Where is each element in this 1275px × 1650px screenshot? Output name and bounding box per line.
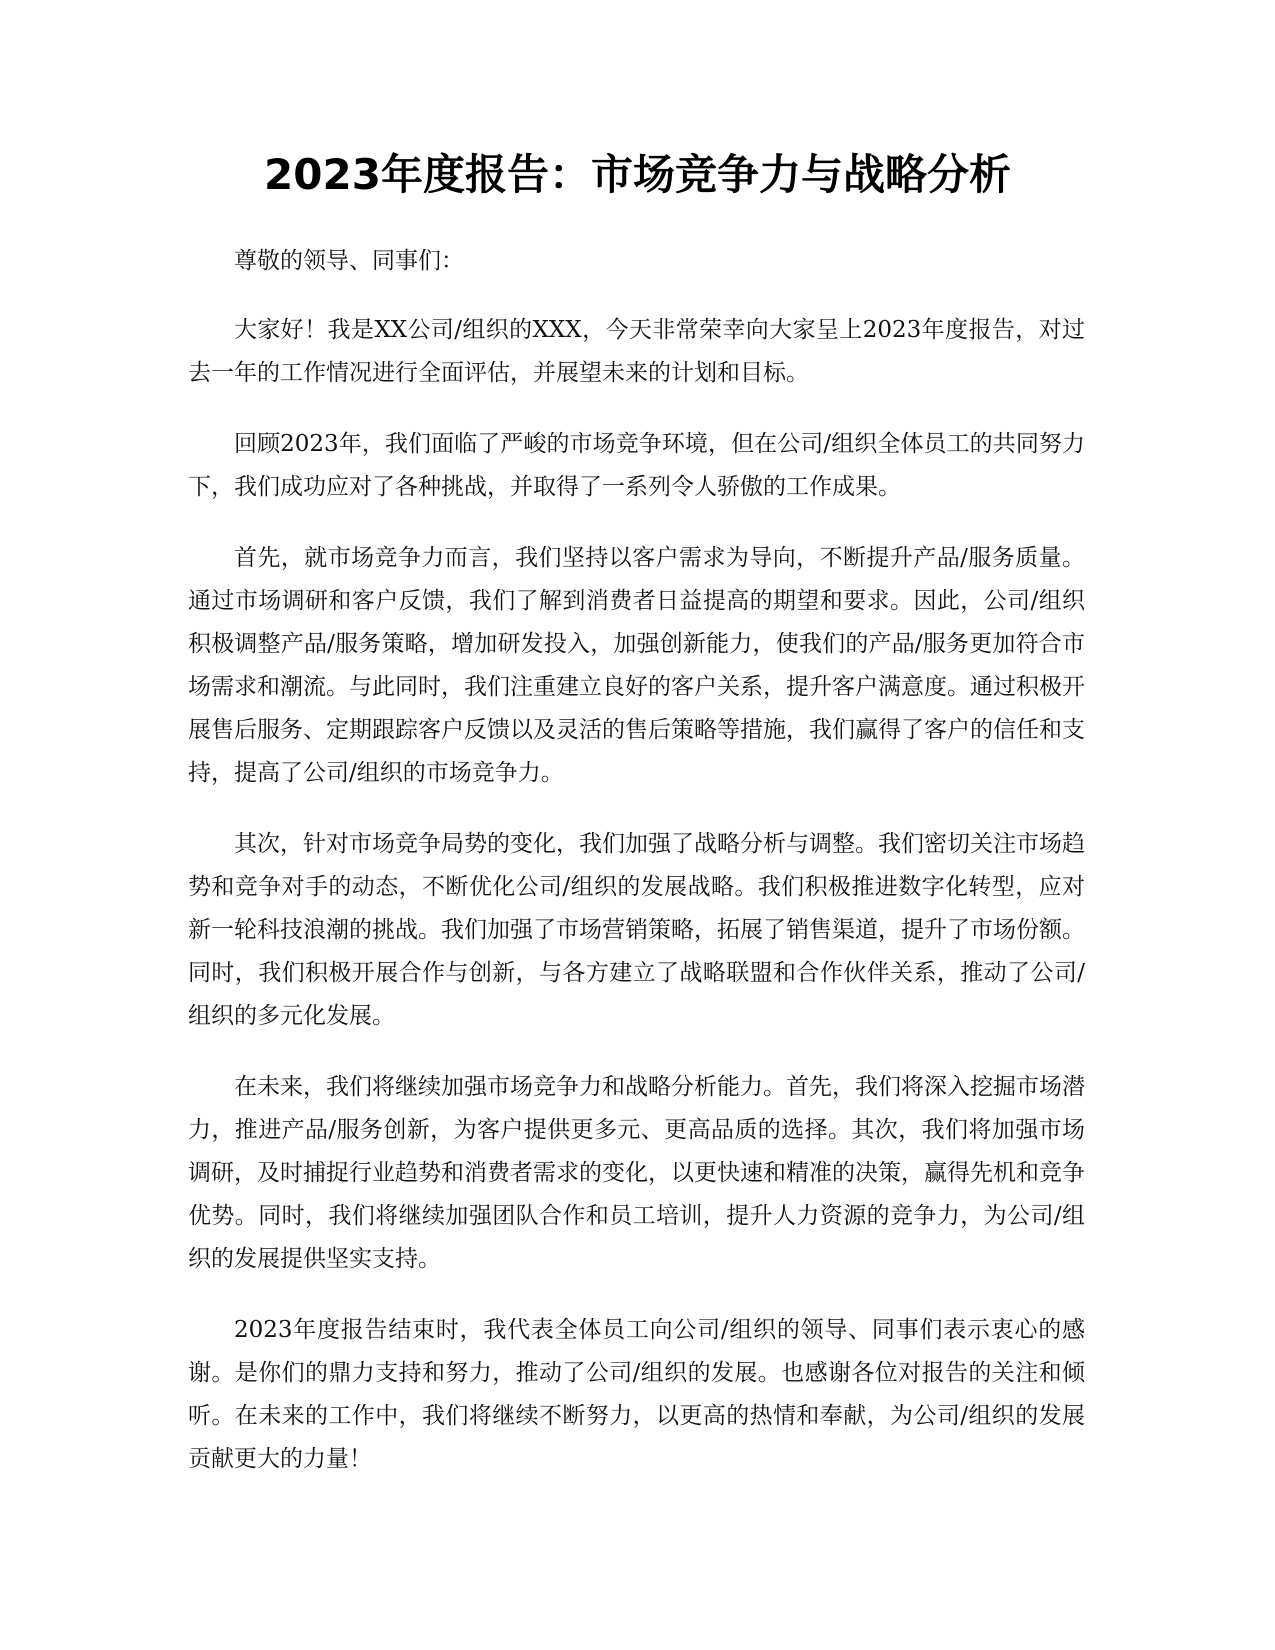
paragraph-closing: 2023年度报告结束时，我代表全体员工向公司/组织的领导、同事们表示衷心的感谢。是你们的鼎力支持和努力，推动了公司/组织的发展。也感谢各位对报告的关注和倾听。在未来的工作中，我们将继续不断努力，以更高的热情和奉献，为公司/组织的发展贡献更大的力量！ (188, 1317, 1085, 1472)
paragraph-competitiveness: 首先，就市场竞争力而言，我们坚持以客户需求为导向，不断提升产品/服务质量。通过市场调研和客户反馈，我们了解到消费者日益提高的期望和要求。因此，公司/组织积极调整产品/服务策略，增加研发投入，加强创新能力，使我们的产品/服务更加符合市场需求和潮流。与此同时，我们注重建立良好的客户关系，提升客户满意度。通过积极开展售后服务、定期跟踪客户反馈以及灵活的售后策略等措施，我们赢得了客户的信任和支持，提高了公司/组织的市场竞争力。 (188, 545, 1085, 786)
paragraph-introduction: 大家好！我是XX公司/组织的XXX，今天非常荣幸向大家呈上2023年度报告，对过去一年的工作情况进行全面评估，并展望未来的计划和目标。 (188, 317, 1085, 386)
paragraph-greeting: 尊敬的领导、同事们： (234, 248, 464, 274)
document-title: 2023年度报告：市场竞争力与战略分析 (264, 150, 1011, 199)
paragraph-strategy: 其次，针对市场竞争局势的变化，我们加强了战略分析与调整。我们密切关注市场趋势和竞争对手的动态，不断优化公司/组织的发展战略。我们积极推进数字化转型，应对新一轮科技浪潮的挑战。我们加强了市场营销策略，拓展了销售渠道，提升了市场份额。同时，我们积极开展合作与创新，与各方建立了战略联盟和合作伙伴关系，推动了公司/组织的多元化发展。 (188, 831, 1085, 1029)
paragraph-review: 回顾2023年，我们面临了严峻的市场竞争环境，但在公司/组织全体员工的共同努力下，我们成功应对了各种挑战，并取得了一系列令人骄傲的工作成果。 (188, 431, 1085, 500)
paragraph-future: 在未来，我们将继续加强市场竞争力和战略分析能力。首先，我们将深入挖掘市场潜力，推进产品/服务创新，为客户提供更多元、更高品质的选择。其次，我们将加强市场调研，及时捕捉行业趋势和消费者需求的变化，以更快速和精准的决策，赢得先机和竞争优势。同时，我们将继续加强团队合作和员工培训，提升人力资源的竞争力，为公司/组织的发展提供坚实支持。 (188, 1074, 1085, 1272)
document-body (188, 240, 1085, 1509)
